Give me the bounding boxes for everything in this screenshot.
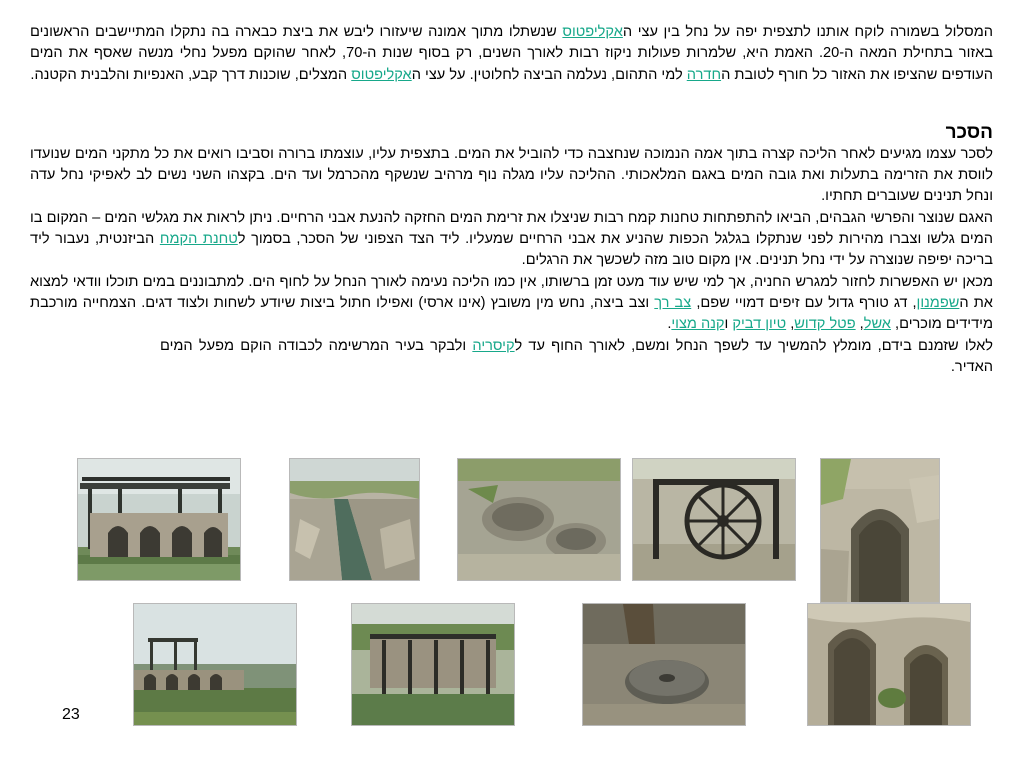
- text-span: ,: [855, 316, 864, 333]
- text-span: ,: [786, 316, 795, 333]
- wildlife-paragraph: [30, 272, 993, 336]
- tamarisk-link[interactable]: אשל: [863, 316, 891, 333]
- caesarea-link[interactable]: קיסריה: [472, 337, 515, 354]
- article-text: [30, 22, 993, 378]
- photo-water-channel: [289, 458, 420, 581]
- text-span: לאלו שזמנם בידם, מומלץ להמשיך עד לשפך הנחל ומשם, לאורך החוף עד ל: [514, 337, 993, 354]
- photo-stone-arch: [820, 458, 940, 603]
- soft-turtle-link[interactable]: צב רך: [654, 294, 692, 311]
- inula-link[interactable]: טיון דביק: [732, 316, 787, 333]
- text-span: ולבקר בעיר המרשימה לכבודה הוקם מפעל המים האדיר.: [160, 337, 993, 375]
- flour-mill-link[interactable]: טחנת הקמח: [159, 231, 238, 248]
- photo-sluice-gates: [351, 603, 515, 726]
- section-heading: הסכר: [945, 121, 993, 143]
- text-span: וצב ביצה, נחש מין משובץ (אינו ארסי) ואפילו חתול ביצות שיודע לשחות ולצוד דגים. הצמחייה מורכבת מידידים מוכרים,: [30, 294, 993, 333]
- page-number: 23: [62, 706, 80, 723]
- eucalyptus-link-2[interactable]: אקליפטוס: [351, 66, 412, 83]
- text-span: .: [667, 316, 672, 333]
- text-span: שנשתלו מתוך אמונה שיעזורו ליבש את ביצת כבארה בה נתקלו המתיישבים הראשונים באזור בתחילת המאה ה-20. האמת היא, שלמרות פעולות ניקוז רבות לאורך השנים, רק בסוף שנות ה-70, לאחר שהוקם מפעל נחלי מנשה שאסף את המים העודפים שהציפו את האזור כל חורף לטובת ה: [30, 24, 994, 83]
- eucalyptus-link[interactable]: אקליפטוס: [562, 24, 623, 40]
- blackberry-link[interactable]: פטל קדוש: [794, 316, 856, 333]
- spacer: [30, 86, 993, 107]
- dam-paragraph: לסכר עצמו מגיעים לאחר הליכה קצרה בתוך אמה הנמוכה שנחצבה כדי להוביל את המים. בתצפית עליו, עוצמתו ברורה וסביבו רואים את כל מתקני המים שנועדו לווסת את הזרימה בתעלות ואת גובה המים באגם המלאכותי. ההליכה עליו מגלה נוף מרהיב שנשקף מהכרמל ועד הים. בקצהו השני נשים לב לאפיקי נחל עדה ונחל תנינים שעוברים תחתיו.: [30, 145, 993, 205]
- hadera-link[interactable]: חדרה: [686, 66, 722, 83]
- photo-dam-gates: [77, 458, 241, 581]
- text-span: האגם שנוצר והפרשי הגבהים, הביאו להתפתחות טחנות קמח רבות שניצלו את זרימת המים החזקה להנעת אבני הרחיים. ניתן לראות את מגלשי המים – המקום בו המים גלשו וצברו מהירות לפני שנתקלו בגלגל הכפות שהניע את אבני הרחיים שמעליו. ליד הצד הצפוני של הסכר, בסמוך ל: [30, 209, 993, 248]
- reed-link[interactable]: קנה מצוי: [671, 316, 725, 333]
- photo-ruined-arches: [807, 603, 971, 726]
- text-span: הביזנטית, נעבור ליד בריכה יפיפה שנוצרה על ידי נחל תנינים. אין מקום טוב מזה לשכשך את הרגלים.: [30, 231, 993, 269]
- catfish-link[interactable]: שפמנון: [916, 294, 960, 311]
- photo-millstones: [457, 458, 621, 581]
- intro-paragraph: [30, 22, 993, 86]
- photo-grinding-stone: [582, 603, 746, 726]
- text-span: ו: [724, 316, 733, 333]
- text-span: , דג טורף גדול עם זיפים דמויי שפם,: [691, 294, 917, 311]
- text-span: המצלים, שוכנות דרך קבע, האנפיות והלבנית הקטנה.: [30, 66, 352, 83]
- photo-water-wheel: [632, 458, 796, 581]
- text-span: המסלול בשמורה לוקח אותנו לתצפית יפה על נחל בין עצי ה: [622, 24, 993, 40]
- text-span: למי התהום, נעלמה הביצה לחלוטין. על עצי ה: [411, 66, 687, 83]
- mills-paragraph: [30, 208, 993, 272]
- caesarea-paragraph: [30, 336, 993, 379]
- photo-bridge-lake: [133, 603, 297, 726]
- text-span: מכאן יש האפשרות לחזור למגרש החניה, אך למי שיש עוד מעט זמן ברשותו, אין כמו הליכה נעימה לאורך הנחל על לחוף הים. למתבוננים במים תוכלו וודאי למצוא את ה: [30, 273, 993, 311]
